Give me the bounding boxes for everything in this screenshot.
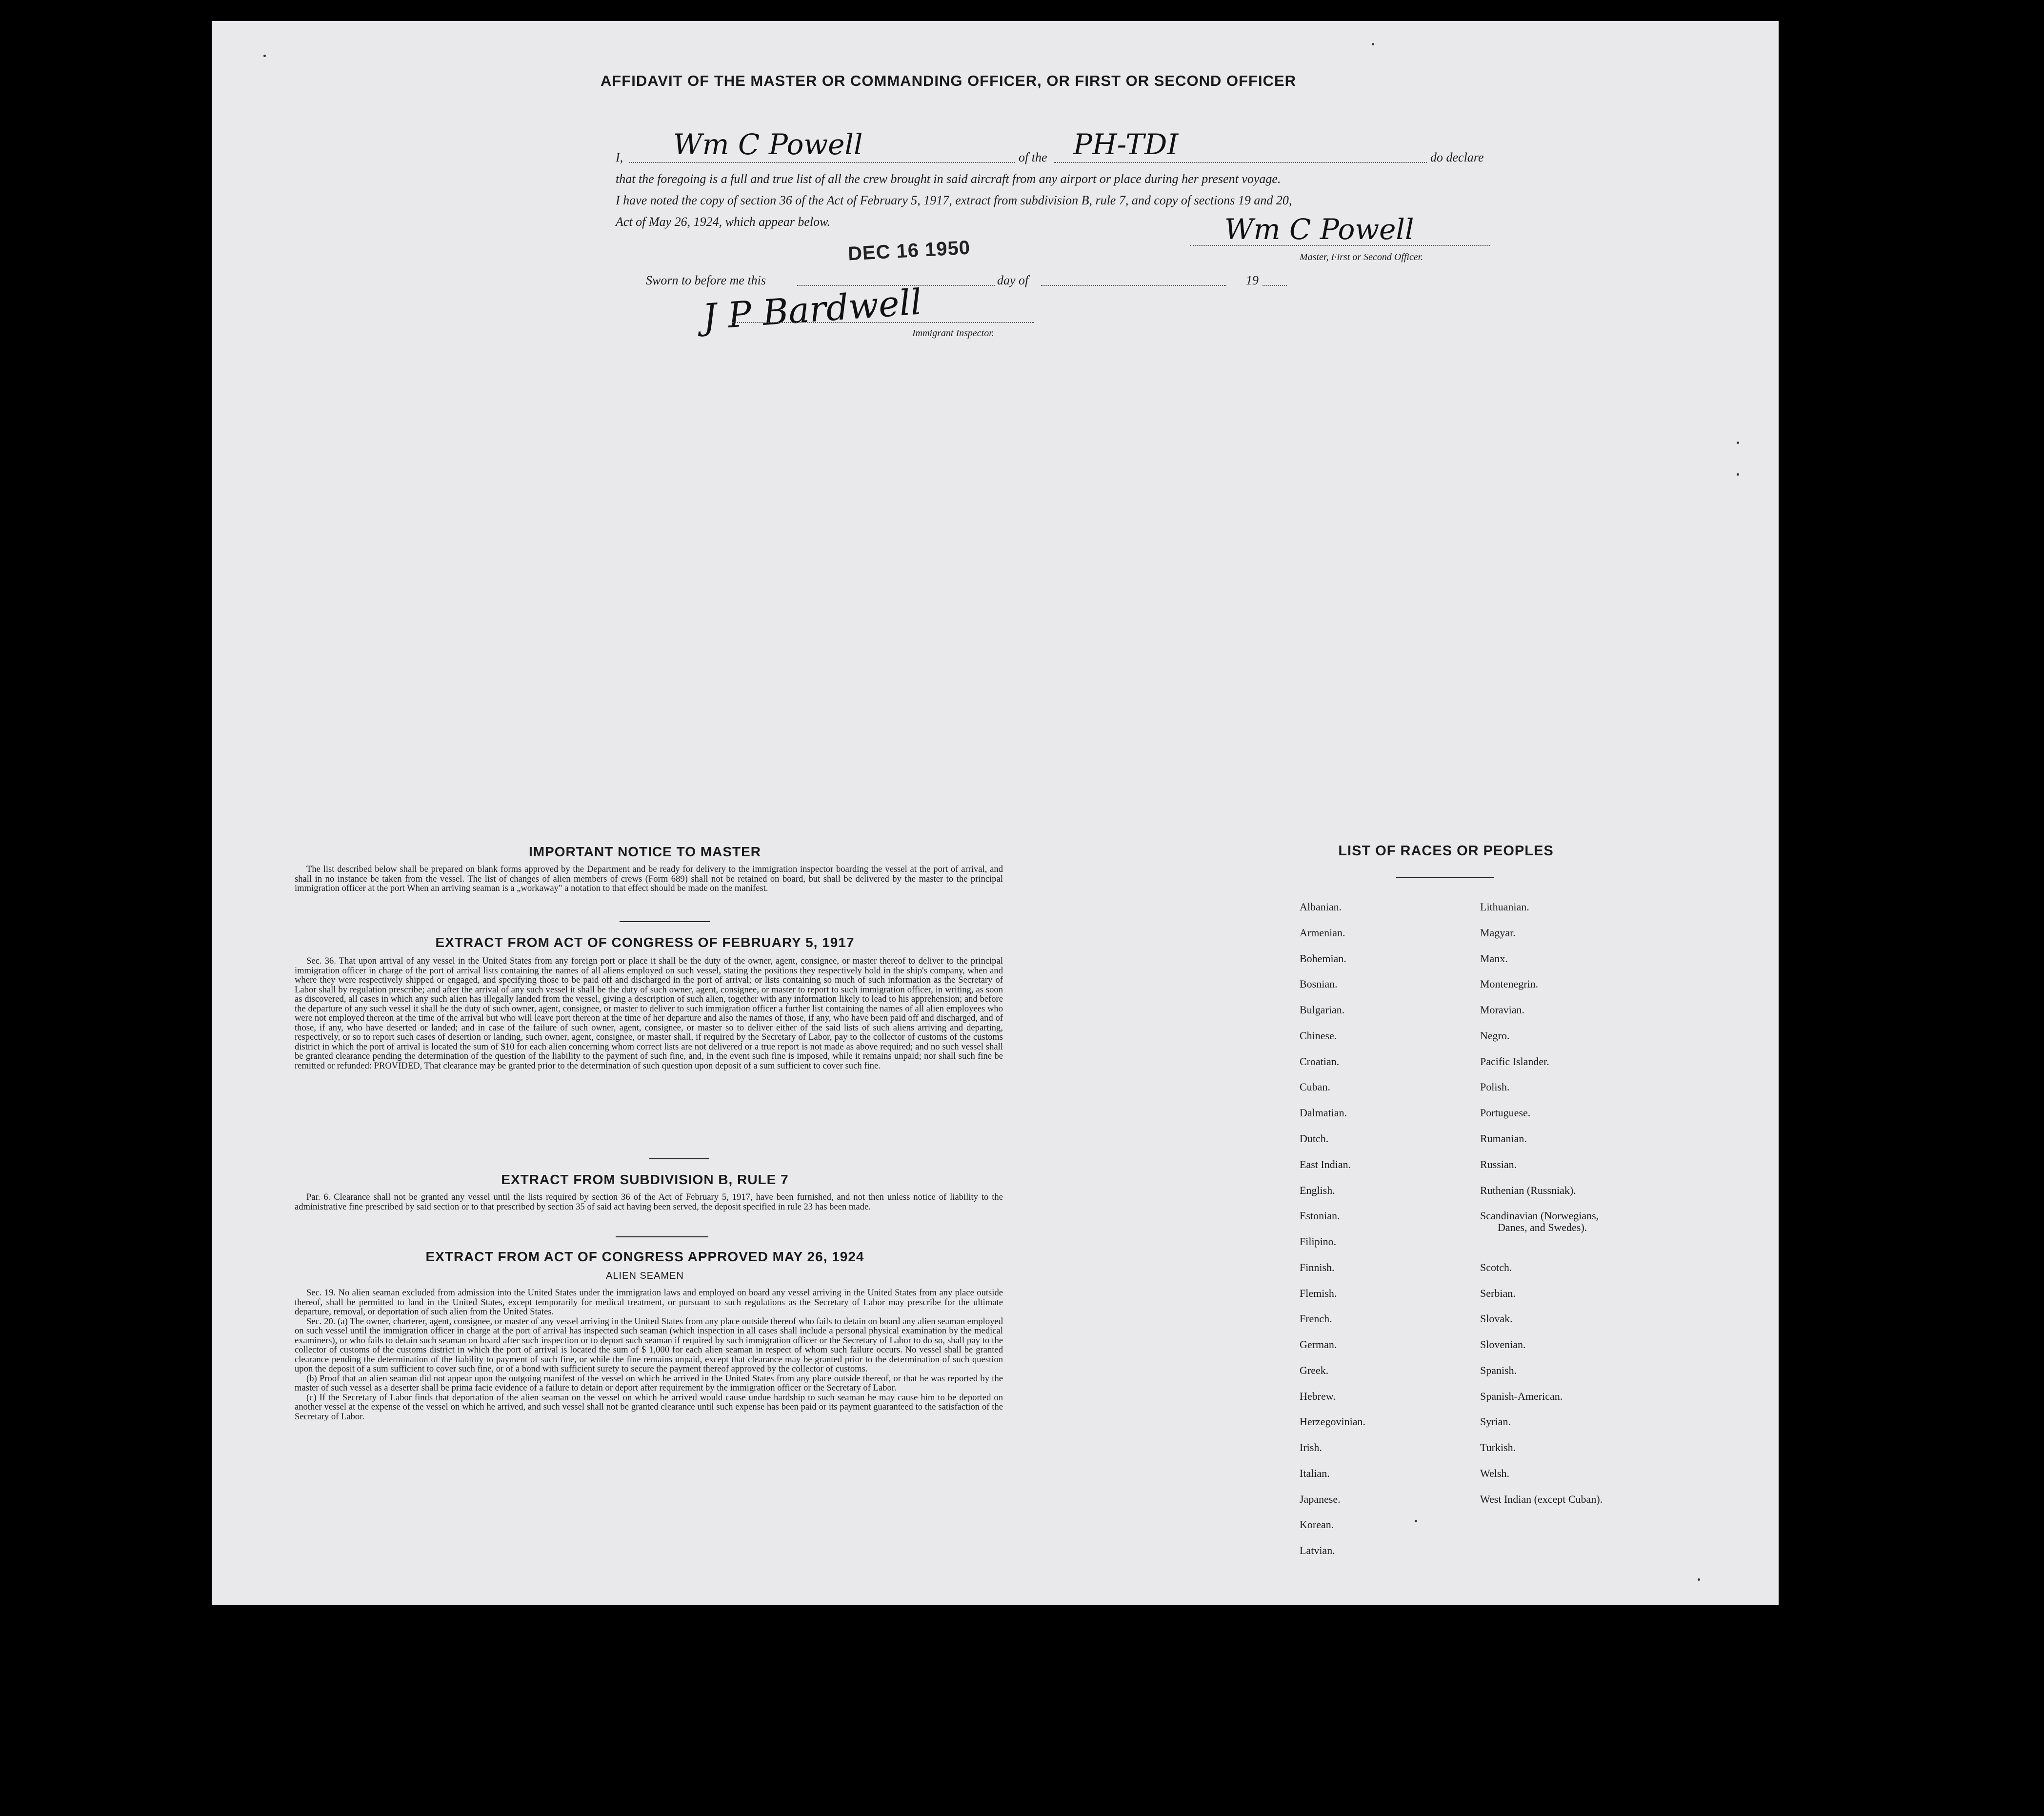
notice-text: [295, 865, 1003, 893]
race-item: West Indian (except Cuban).: [1480, 1493, 1603, 1505]
race-item: Korean.: [1300, 1518, 1334, 1531]
alien-seamen-subtitle: ALIEN SEAMEN: [606, 1271, 684, 1281]
rule7-text: [295, 1192, 1003, 1211]
race-item: Scotch.: [1480, 1261, 1512, 1273]
race-item: Albanian.: [1300, 901, 1342, 913]
race-item: Spanish.: [1480, 1364, 1517, 1376]
race-item: Bulgarian.: [1300, 1004, 1345, 1016]
master-signature: Wm C Powell: [1224, 213, 1414, 246]
divider: [616, 1236, 708, 1237]
race-item: East Indian.: [1300, 1158, 1351, 1170]
race-item: Finnish.: [1300, 1261, 1335, 1273]
affidavit-line1-suffix: do declare: [1430, 150, 1484, 164]
dust-speck: [1415, 1520, 1417, 1522]
race-item: Croatian.: [1300, 1055, 1340, 1068]
race-item: Ruthenian (Russniak).: [1480, 1184, 1576, 1196]
punch-hole: [1850, 1399, 1876, 1423]
race-item: Dutch.: [1300, 1132, 1329, 1145]
race-item: Irish.: [1300, 1441, 1322, 1453]
sec36-paragraph: Sec. 36. That upon arrival of any vessel in the United States from any foreign port or place it shall be the duty of the owner, agent, consignee, or master thereof to deliver to the principal immigration officer in charge of the port of arrival lists containing the names of all aliens employed on such vessel, stating the positions they respectively hold in the ship's company, when and where they were respectively shipped or engaged, and specifying those to be paid off and discharged in the port of arrival; or lists containing so much of such information as the Secretary of Labor shall by regulation prescribe; and after the arrival of any such vessel it shall be the duty of such owner, agent, consignee, or master to report to such immigration officer, in writing, as soon as discovered, all cases in which any such alien has illegally landed from the vessel, giving a description of such alien, together with any information likely to lead to his apprehension; and before the departure of any such vessel it shall be the duty of such owner, agent, consignee, or master to deliver to such immigration officer a further list containing the names of all alien employees who were not employed thereon at the time of the arrival but who will leave port thereon at the time of her departure and also the names of those, if any, who have been paid off and discharged, and of those, if any, who have deserted or landed; and in case of the failure of such owner, agent, consignee, or master so to deliver either of the said lists of such aliens arriving and departing, respectively, or so to report such cases of desertion or landing, such owner, agent, consignee, or master shall, if required by the Secretary of Labor, pay to the collector of customs of the customs district in which the port of arrival is located the sum of $10 for each alien concerning whom correct lists are not delivered or a true report is not made as above required; and no such vessel shall be granted clearance pending the determination of the question of the liability to the payment of such fine, and, in the event such fine is imposed, while it remains unpaid; nor shall such fine be remitted or refunded: PROVIDED, That clearance may be granted prior to the determination of such question upon deposit of a sum sufficient to cover such fine.: [295, 956, 1003, 1071]
race-item: Lithuanian.: [1480, 901, 1529, 913]
race-item: Italian.: [1300, 1467, 1330, 1479]
inspector-fill-line: [732, 322, 1034, 323]
extract-1924-text: [295, 1288, 1003, 1421]
race-item: Herzegovinian.: [1300, 1415, 1365, 1428]
sec19-paragraph: Sec. 19. No alien seaman excluded from admission into the United States under the immigration laws and employed on board any vessel arriving in the United States from any place outside thereof, shall be permitted to land in the United States, except temporarily for medical treatment, or pursuant to such regulations as the Secretary of Labor may prescribe for the ultimate departure, removal, or deportation of such alien from the United States.: [295, 1288, 1003, 1317]
race-item: Filipino.: [1300, 1235, 1337, 1248]
aircraft-fill-line: [1054, 162, 1427, 163]
race-item: Polish.: [1480, 1081, 1510, 1093]
name-fill-line: [629, 162, 1015, 163]
affidavit-title: AFFIDAVIT OF THE MASTER OR COMMANDING OFFICER, OR FIRST OR SECOND OFFICER: [600, 72, 1297, 89]
aircraft-id-handwriting: PH-TDI: [1073, 128, 1179, 161]
race-item: Negro.: [1480, 1029, 1510, 1042]
affidavit-line1-prefix: I,: [616, 150, 623, 164]
master-name-handwriting: Wm C Powell: [673, 128, 863, 161]
race-item: Greek.: [1300, 1364, 1329, 1376]
race-item: Russian.: [1480, 1158, 1517, 1170]
race-item: Welsh.: [1480, 1467, 1509, 1479]
extract-1924-title: EXTRACT FROM ACT OF CONGRESS APPROVED MAY 26, 1924: [425, 1249, 864, 1264]
race-item: Pacific Islander.: [1480, 1055, 1549, 1068]
punch-hole: [1849, 1320, 1875, 1344]
date-stamp: DEC 16 1950: [847, 237, 971, 265]
race-item: Japanese.: [1300, 1493, 1341, 1505]
race-item: German.: [1300, 1338, 1337, 1351]
races-title: LIST OF RACES OR PEOPLES: [1338, 843, 1554, 859]
divider: [649, 1158, 709, 1159]
inspector-caption: Immigrant Inspector.: [912, 328, 994, 339]
race-item: Flemish.: [1300, 1287, 1337, 1299]
rule7-title: EXTRACT FROM SUBDIVISION B, RULE 7: [501, 1172, 789, 1187]
dust-speck: [1737, 442, 1739, 444]
race-item: Armenian.: [1300, 927, 1345, 939]
race-item: Bosnian.: [1300, 978, 1338, 990]
punch-hole: [1836, 185, 1863, 210]
race-item: Manx.: [1480, 952, 1508, 965]
race-item: Bohemian.: [1300, 952, 1346, 965]
affidavit-body-line2: that the foregoing is a full and true list of all the crew brought in said aircraft from any airport or place during her present voyage.: [616, 172, 1281, 186]
race-item: Portuguese.: [1480, 1107, 1531, 1119]
inspector-signature: J P Bardwell: [701, 281, 923, 338]
notice-paragraph: The list described below shall be prepared on blank forms approved by the Department and be ready for delivery to the immigration inspector boarding the vessel at the port of arrival, and shall in no instance be taken from the vessel. The list of changes of alien members of crews (Form 689) shall not be retained on board, but shall be delivered by the master to the principal immigration officer at the port When an arriving seaman is a „workaway" a notation to that effect should be made on the manifest.: [295, 864, 1003, 893]
race-item: Syrian.: [1480, 1415, 1511, 1428]
race-item: English.: [1300, 1184, 1335, 1196]
affidavit-body-line3: I have noted the copy of section 36 of the Act of February 5, 1917, extract from subdivision B, rule 7, and copy of sections 19 and 20,: [616, 193, 1292, 207]
sworn-day-label: day of: [997, 273, 1029, 287]
dust-speck: [1372, 43, 1374, 45]
extract-1917-text: [295, 956, 1003, 1070]
race-item: Hebrew.: [1300, 1390, 1336, 1402]
dust-speck: [263, 55, 266, 57]
punch-hole: [1839, 576, 1865, 600]
sworn-prefix: Sworn to before me this: [646, 273, 766, 287]
affidavit-line1-middle: of the: [1019, 150, 1047, 164]
signature-caption: Master, First or Second Officer.: [1300, 252, 1423, 262]
race-item: Cuban.: [1300, 1081, 1330, 1093]
divider: [620, 921, 710, 922]
sec20b-paragraph: (b) Proof that an alien seaman did not appear upon the outgoing manifest of the vessel on which he arrived in the United States from any place outside thereof, or that he was reported by the master of such vessel as a deserter shall be prima facie evidence of a failure to detain or deport after requirement by the immigration officer or the Secretary of Labor.: [295, 1373, 1003, 1393]
punch-hole: [1837, 495, 1864, 520]
sec20a-paragraph: Sec. 20. (a) The owner, charterer, agent, consignee, or master of any vessel arriving in the United States from any place outside thereof who fails to detain on board any alien seaman employed on such vessel until the immigration officer in charge at the port of arrival has inspected such seaman (which inspection in all cases shall include a personal physical examination by the medical examiners), or who fails to detain such seaman on board after such inspection or to deport such seaman if required by such immigration officer or the Secretary of Labor to do so, shall pay to the collector of customs of the customs district in which the port of arrival is located the sum of $ 1,000 for each alien seaman in respect of whom such failure occurs. No vessel shall be granted clearance pending the determination of the liability to payment of such fine, or while the fine remains unpaid, except that clearance may be granted prior to the determination of such question upon the deposit of a sum sufficient to cover such fine, or of a bond with sufficient surety to secure the payment thereof approved by the collector of customs.: [295, 1316, 1003, 1374]
dust-speck: [1698, 1578, 1700, 1581]
race-item: Latvian.: [1300, 1544, 1335, 1556]
dust-speck: [1737, 473, 1739, 476]
race-item: Rumanian.: [1480, 1132, 1527, 1145]
race-item: Scandinavian (Norwegians,: [1480, 1210, 1599, 1222]
affidavit-body-line4: Act of May 26, 1924, which appear below.: [616, 215, 831, 229]
race-item: Moravian.: [1480, 1004, 1525, 1016]
sworn-year-label: 19: [1246, 273, 1259, 287]
sworn-month-fill: [1041, 285, 1226, 286]
race-item: Chinese.: [1300, 1029, 1337, 1042]
race-item: Slovak.: [1480, 1312, 1513, 1325]
sec20c-paragraph: (c) If the Secretary of Labor finds that deportation of the alien seaman on the vessel on which he arrived would cause undue hardship to such seaman he may cause him to be deported on another vessel at the expense of the vessel on which he arrived, and such vessel shall not be granted clearance until such expense has been paid or its payment guaranteed to the satisfaction of the Secretary of Labor.: [295, 1392, 1003, 1422]
race-item: Dalmatian.: [1300, 1107, 1347, 1119]
race-item: Montenegrin.: [1480, 978, 1539, 990]
race-item: Turkish.: [1480, 1441, 1516, 1453]
race-item: Spanish-American.: [1480, 1390, 1563, 1402]
extract-1917-title: EXTRACT FROM ACT OF CONGRESS OF FEBRUARY 5, 1917: [435, 935, 855, 950]
notice-title: IMPORTANT NOTICE TO MASTER: [528, 844, 761, 859]
race-item: Danes, and Swedes).: [1498, 1221, 1587, 1233]
punch-hole: [1844, 1014, 1870, 1038]
race-item: Slovenian.: [1480, 1338, 1526, 1351]
race-item: Serbian.: [1480, 1287, 1516, 1299]
race-item: French.: [1300, 1312, 1332, 1325]
punch-hole: [1836, 266, 1863, 290]
sworn-year-fill: [1262, 285, 1287, 286]
divider: [1396, 877, 1494, 878]
race-item: Magyar.: [1480, 927, 1516, 939]
race-item: Estonian.: [1300, 1210, 1340, 1222]
rule7-paragraph: Par. 6. Clearance shall not be granted any vessel until the lists required by section 36 of the Act of February 5, 1917, have been furnished, and not then unless notice of liability to the administrative fine prescribed by said section or to that prescribed by section 35 of said act having been served, the deposit specified in rule 23 has been made.: [295, 1192, 1003, 1212]
punch-hole: [1845, 1092, 1871, 1116]
